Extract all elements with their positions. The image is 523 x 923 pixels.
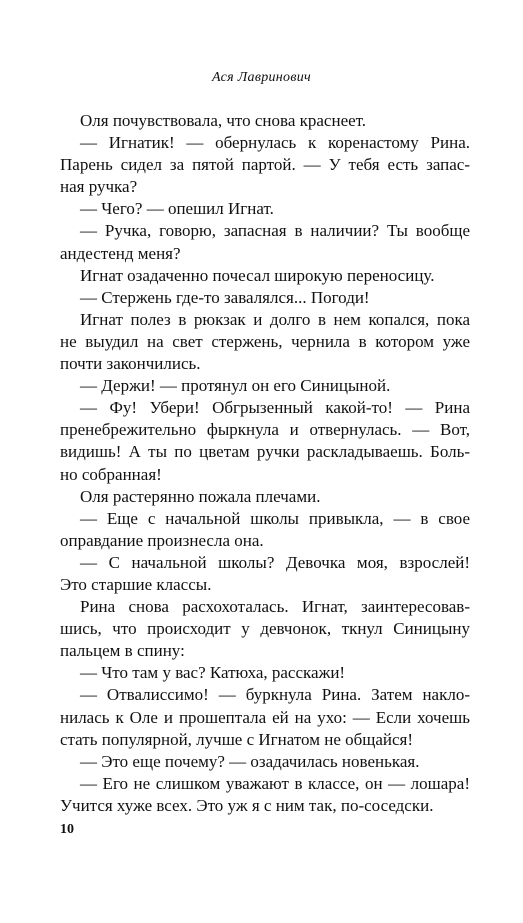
- text-line: Учится хуже всех. Это уж я с ним так, по-соседски.: [60, 795, 434, 815]
- text-line: — Фу! Убери! Обгрызенный какой-то! — Рина: [80, 398, 470, 418]
- text-line: — Отвалиссимо! — буркнула Рина. Затем накло-: [80, 685, 470, 705]
- text-line: не выудил на свет стержень, чернила в котором уже: [60, 331, 470, 351]
- text-line: пальцем в спину:: [60, 641, 185, 661]
- text-line: Оля растерянно пожала плечами.: [80, 486, 321, 506]
- text-line: Это старшие классы.: [60, 574, 212, 594]
- text-line: Оля почувствовала, что снова краснеет.: [80, 111, 367, 130]
- text-line: ная ручка?: [60, 177, 138, 197]
- text-line: видишь! А ты по цветам ручки раскладываешь. Боль-: [60, 442, 470, 462]
- text-line: — Еще с начальной школы привыкла, — в свое: [80, 508, 470, 528]
- text-line: почти закончились.: [60, 354, 201, 374]
- text-line: Игнат полез в рюкзак и долго в нем копался, пока: [80, 309, 470, 329]
- running-head-author: Ася Лавринович: [211, 70, 312, 85]
- text-line: Парень сидел за пятой партой. — У тебя есть запас-: [60, 155, 470, 175]
- text-line: оправдание произнесла она.: [60, 530, 264, 550]
- text-line: андестенд меня?: [60, 243, 181, 263]
- text-line: пренебрежительно фыркнула и отвернулась. — Вот,: [60, 420, 470, 440]
- page-number: 10: [60, 822, 74, 837]
- text-line: — Ручка, говорю, запасная в наличии? Ты вообще: [80, 221, 470, 241]
- text-line: — Что там у вас? Катюха, расскажи!: [80, 663, 346, 683]
- text-line: — Его не слишком уважают в классе, он — лошара!: [80, 773, 470, 793]
- text-line: — Держи! — протянул он его Синицыной.: [80, 376, 391, 396]
- text-line: — Игнатик! — обернулась к коренастому Рина.: [80, 133, 470, 153]
- text-line: — Стержень где-то завалялся... Погоди!: [80, 287, 370, 307]
- text-line: Игнат озадаченно почесал широкую переносицу.: [80, 265, 435, 285]
- text-line: шись, что происходит у девчонок, ткнул Синицыну: [60, 619, 470, 639]
- text-line: стать популярной, лучше с Игнатом не общайся!: [60, 729, 414, 749]
- text-line: но собранная!: [60, 464, 162, 484]
- text-line: — С начальной школы? Девочка моя, взрослей!: [80, 552, 470, 572]
- text-line: — Чего? — опешил Игнат.: [80, 199, 274, 219]
- body-text: [60, 110, 470, 817]
- text-line: — Это еще почему? — озадачилась новенькая.: [80, 751, 420, 771]
- text-line: нилась к Оле и прошептала ей на ухо: — Если хочешь: [60, 707, 470, 727]
- text-line: Рина снова расхохоталась. Игнат, заинтересовав-: [80, 597, 470, 617]
